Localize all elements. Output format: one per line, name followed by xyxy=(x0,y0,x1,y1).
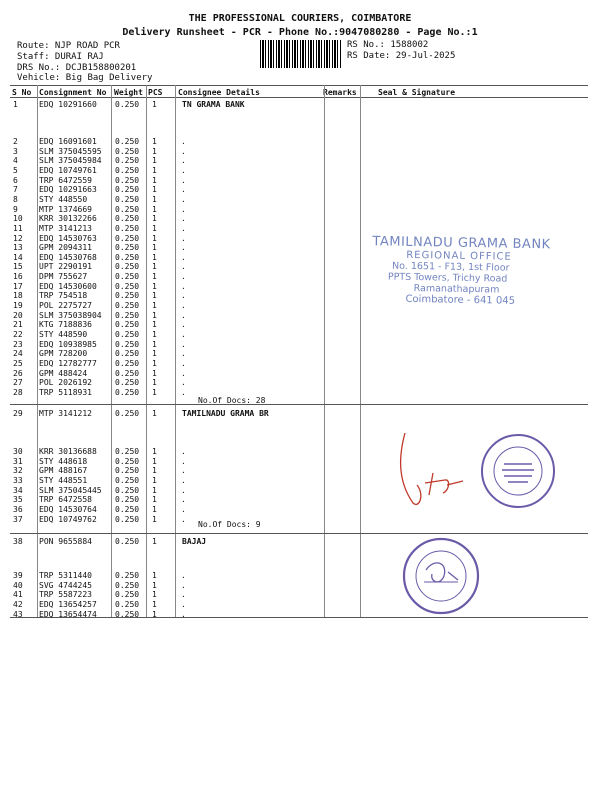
row-pcs: 1 xyxy=(152,409,157,418)
row-weight: 0.250 xyxy=(115,185,140,195)
row-sno: 24 xyxy=(13,349,23,359)
row-sno: 31 xyxy=(13,456,23,466)
row-pcs: 1 xyxy=(152,156,157,166)
row-bullet: . xyxy=(181,495,186,505)
row-sno: 36 xyxy=(13,504,23,514)
row-bullet: . xyxy=(181,301,186,311)
row-sno: 18 xyxy=(13,291,23,301)
row-bullet: . xyxy=(181,368,186,378)
rs-number: RS No.: 1588002 xyxy=(347,40,429,50)
row-sno: 22 xyxy=(13,330,23,339)
row-pcs: 1 xyxy=(152,214,157,224)
row-bullet: . xyxy=(181,185,186,195)
row-bullet: . xyxy=(181,281,186,291)
row-sno: 42 xyxy=(13,599,23,609)
row-pcs: 1 xyxy=(152,100,157,109)
row-sno: 26 xyxy=(13,368,23,378)
row-sno: 38 xyxy=(13,537,23,546)
row-weight: 0.250 xyxy=(115,447,140,456)
row-bullet: . xyxy=(181,590,186,600)
row-weight: 0.250 xyxy=(115,571,140,580)
row-weight: 0.250 xyxy=(115,281,140,291)
row-weight: 0.250 xyxy=(115,409,140,418)
row-pcs: 1 xyxy=(152,301,157,311)
row-weight: 0.250 xyxy=(115,100,140,109)
row-consignment-no: SLM 375045595 xyxy=(39,146,102,156)
row-weight: 0.250 xyxy=(115,146,140,156)
row-pcs: 1 xyxy=(152,339,157,349)
stamp-line: Coimbatore - 641 045 xyxy=(405,293,516,307)
row-pcs: 1 xyxy=(152,447,157,456)
row-consignment-no: KRR 30136688 xyxy=(39,447,97,456)
stamp-line: Ramanathapuram xyxy=(413,282,500,296)
row-pcs: 1 xyxy=(152,310,157,320)
row-weight: 0.250 xyxy=(115,310,140,320)
row-consignment-no: GPM 2094311 xyxy=(39,243,92,253)
round-seal-2 xyxy=(400,536,482,616)
runsheet-subtitle: Delivery Runsheet - PCR - Phone No.:9047080280 - Page No.:1 xyxy=(122,27,478,38)
row-bullet: . xyxy=(181,456,186,466)
row-consignment-no: EDQ 14530763 xyxy=(39,233,97,243)
signature-1 xyxy=(385,425,480,515)
row-weight: 0.250 xyxy=(115,301,140,311)
row-sno: 43 xyxy=(13,609,23,619)
row-weight: 0.250 xyxy=(115,223,140,233)
row-weight: 0.250 xyxy=(115,599,140,609)
row-weight: 0.250 xyxy=(115,537,140,546)
row-weight: 0.250 xyxy=(115,262,140,272)
row-weight: 0.250 xyxy=(115,387,140,397)
row-sno: 11 xyxy=(13,223,23,233)
row-consignment-no: TRP 6472558 xyxy=(39,495,92,505)
row-pcs: 1 xyxy=(152,580,157,590)
row-pcs: 1 xyxy=(152,320,157,330)
row-weight: 0.250 xyxy=(115,233,140,243)
doc-count: No.Of Docs: 28 xyxy=(198,396,266,405)
row-pcs: 1 xyxy=(152,252,157,262)
row-weight: 0.250 xyxy=(115,495,140,505)
vehicle-label: Vehicle: Big Bag Delivery xyxy=(17,73,153,83)
row-pcs: 1 xyxy=(152,485,157,495)
row-bullet: . xyxy=(181,504,186,514)
row-sno: 32 xyxy=(13,466,23,476)
row-pcs: 1 xyxy=(152,537,157,546)
row-consignee: TN GRAMA BANK xyxy=(182,100,245,109)
row-weight: 0.250 xyxy=(115,291,140,301)
row-sno: 40 xyxy=(13,580,23,590)
row-sno: 5 xyxy=(13,165,18,175)
row-bullet: . xyxy=(181,447,186,456)
row-weight: 0.250 xyxy=(115,214,140,224)
company-title: THE PROFESSIONAL COURIERS, COIMBATORE xyxy=(188,13,412,24)
row-pcs: 1 xyxy=(152,349,157,359)
row-consignment-no: KRR 30132266 xyxy=(39,214,97,224)
row-consignment-no: EDQ 13654474 xyxy=(39,609,97,619)
drs-number: DRS No.: DCJB158800201 xyxy=(17,63,137,73)
row-consignment-no: EDQ 12782777 xyxy=(39,358,97,368)
row-sno: 7 xyxy=(13,185,18,195)
row-bullet: . xyxy=(181,320,186,330)
row-bullet: . xyxy=(181,243,186,253)
row-bullet: . xyxy=(181,194,186,204)
row-consignment-no: MTP 3141212 xyxy=(39,409,92,418)
row-weight: 0.250 xyxy=(115,580,140,590)
row-weight: 0.250 xyxy=(115,456,140,466)
row-weight: 0.250 xyxy=(115,272,140,282)
row-consignment-no: POL 2026192 xyxy=(39,378,92,388)
row-bullet: . xyxy=(181,137,186,146)
row-sno: 25 xyxy=(13,358,23,368)
row-sno: 4 xyxy=(13,156,18,166)
row-sno: 10 xyxy=(13,214,23,224)
row-consignment-no: STY 448618 xyxy=(39,456,88,466)
row-pcs: 1 xyxy=(152,194,157,204)
row-weight: 0.250 xyxy=(115,358,140,368)
row-weight: 0.250 xyxy=(115,485,140,495)
row-consignee: BAJAJ xyxy=(182,537,207,546)
row-weight: 0.250 xyxy=(115,175,140,185)
row-weight: 0.250 xyxy=(115,349,140,359)
row-consignment-no: EDQ 10749762 xyxy=(39,514,97,524)
bank-stamp xyxy=(371,234,572,307)
row-weight: 0.250 xyxy=(115,609,140,619)
row-consignment-no: EDQ 14530768 xyxy=(39,252,97,262)
row-pcs: 1 xyxy=(152,456,157,466)
row-pcs: 1 xyxy=(152,590,157,600)
row-sno: 17 xyxy=(13,281,23,291)
stamp-line: REGIONAL OFFICE xyxy=(406,249,512,263)
row-bullet: . xyxy=(181,165,186,175)
row-pcs: 1 xyxy=(152,291,157,301)
row-bullet: . xyxy=(181,580,186,590)
round-seal-1 xyxy=(478,432,558,510)
col-sno: S No xyxy=(12,88,32,97)
row-sno: 41 xyxy=(13,590,23,600)
row-consignment-no: PON 9655884 xyxy=(39,537,92,546)
row-consignment-no: EDQ 10938985 xyxy=(39,339,97,349)
row-consignment-no: EDQ 16091601 xyxy=(39,137,97,146)
row-sno: 28 xyxy=(13,387,23,397)
row-pcs: 1 xyxy=(152,571,157,580)
row-pcs: 1 xyxy=(152,233,157,243)
row-sno: 1 xyxy=(13,100,18,109)
row-consignment-no: EDQ 14530764 xyxy=(39,504,97,514)
row-pcs: 1 xyxy=(152,368,157,378)
col-consignee: Consignee Details xyxy=(178,88,260,97)
row-weight: 0.250 xyxy=(115,475,140,485)
row-bullet: . xyxy=(181,204,186,214)
row-pcs: 1 xyxy=(152,137,157,146)
row-pcs: 1 xyxy=(152,330,157,339)
row-pcs: 1 xyxy=(152,243,157,253)
row-pcs: 1 xyxy=(152,165,157,175)
row-consignment-no: EDQ 10291660 xyxy=(39,100,97,109)
row-pcs: 1 xyxy=(152,495,157,505)
row-bullet: . xyxy=(181,146,186,156)
row-weight: 0.250 xyxy=(115,466,140,476)
row-pcs: 1 xyxy=(152,378,157,388)
col-consignment: Consignment No xyxy=(39,88,107,97)
row-bullet: . xyxy=(181,571,186,580)
row-pcs: 1 xyxy=(152,175,157,185)
row-bullet: . xyxy=(181,599,186,609)
row-consignment-no: TRP 754518 xyxy=(39,291,88,301)
row-bullet: . xyxy=(181,214,186,224)
row-sno: 33 xyxy=(13,475,23,485)
row-consignment-no: GPM 488424 xyxy=(39,368,88,378)
row-consignment-no: SVG 4744245 xyxy=(39,580,92,590)
row-pcs: 1 xyxy=(152,466,157,476)
row-sno: 14 xyxy=(13,252,23,262)
row-sno: 35 xyxy=(13,495,23,505)
row-weight: 0.250 xyxy=(115,204,140,214)
row-consignment-no: STY 448590 xyxy=(39,330,88,339)
row-consignment-no: GPM 488167 xyxy=(39,466,88,476)
row-sno: 3 xyxy=(13,146,18,156)
row-consignment-no: UPT 2290191 xyxy=(39,262,92,272)
row-sno: 16 xyxy=(13,272,23,282)
row-pcs: 1 xyxy=(152,185,157,195)
col-weight: Weight xyxy=(114,88,143,97)
row-weight: 0.250 xyxy=(115,156,140,166)
stamp-line: PPTS Towers, Trichy Road xyxy=(387,271,508,285)
route-label: Route: NJP ROAD PCR xyxy=(17,41,120,51)
stamp-line: TAMILNADU GRAMA BANK xyxy=(372,234,551,253)
row-weight: 0.250 xyxy=(115,368,140,378)
row-pcs: 1 xyxy=(152,358,157,368)
doc-count: No.Of Docs: 9 xyxy=(198,520,261,529)
row-consignment-no: DPM 755627 xyxy=(39,272,88,282)
row-bullet: . xyxy=(181,223,186,233)
row-consignment-no: EDQ 14530600 xyxy=(39,281,97,291)
row-consignment-no: POL 2275727 xyxy=(39,301,92,311)
row-sno: 8 xyxy=(13,194,18,204)
row-weight: 0.250 xyxy=(115,339,140,349)
row-sno: 19 xyxy=(13,301,23,311)
row-bullet: . xyxy=(181,330,186,339)
row-consignment-no: EDQ 10749761 xyxy=(39,165,97,175)
row-sno: 12 xyxy=(13,233,23,243)
row-weight: 0.250 xyxy=(115,514,140,524)
row-bullet: . xyxy=(181,262,186,272)
row-weight: 0.250 xyxy=(115,243,140,253)
row-bullet: . xyxy=(181,485,186,495)
row-pcs: 1 xyxy=(152,609,157,619)
row-bullet: . xyxy=(181,358,186,368)
row-pcs: 1 xyxy=(152,146,157,156)
row-sno: 30 xyxy=(13,447,23,456)
row-consignment-no: SLM 375045984 xyxy=(39,156,102,166)
row-bullet: . xyxy=(181,156,186,166)
row-bullet: . xyxy=(181,466,186,476)
row-bullet: . xyxy=(181,514,186,524)
row-pcs: 1 xyxy=(152,223,157,233)
row-pcs: 1 xyxy=(152,387,157,397)
row-consignment-no: MTP 3141213 xyxy=(39,223,92,233)
staff-label: Staff: DURAI RAJ xyxy=(17,52,104,62)
row-consignment-no: TRP 6472559 xyxy=(39,175,92,185)
barcode xyxy=(260,40,342,68)
row-bullet: . xyxy=(181,272,186,282)
row-pcs: 1 xyxy=(152,475,157,485)
row-bullet: . xyxy=(181,349,186,359)
row-consignee: TAMILNADU GRAMA BR xyxy=(182,409,269,418)
row-sno: 20 xyxy=(13,310,23,320)
row-weight: 0.250 xyxy=(115,590,140,600)
row-sno: 9 xyxy=(13,204,18,214)
row-consignment-no: TRP 5118931 xyxy=(39,387,92,397)
row-bullet: . xyxy=(181,339,186,349)
row-sno: 37 xyxy=(13,514,23,524)
row-pcs: 1 xyxy=(152,504,157,514)
row-bullet: . xyxy=(181,609,186,619)
row-sno: 6 xyxy=(13,175,18,185)
row-sno: 2 xyxy=(13,137,18,146)
row-pcs: 1 xyxy=(152,262,157,272)
row-weight: 0.250 xyxy=(115,252,140,262)
row-consignment-no: STY 448550 xyxy=(39,194,88,204)
row-consignment-no: SLM 375038904 xyxy=(39,310,102,320)
row-consignment-no: STY 448551 xyxy=(39,475,88,485)
row-consignment-no: MTP 1374669 xyxy=(39,204,92,214)
row-sno: 15 xyxy=(13,262,23,272)
row-weight: 0.250 xyxy=(115,194,140,204)
row-sno: 23 xyxy=(13,339,23,349)
row-weight: 0.250 xyxy=(115,504,140,514)
row-pcs: 1 xyxy=(152,599,157,609)
row-consignment-no: KTG 7188836 xyxy=(39,320,92,330)
row-bullet: . xyxy=(181,475,186,485)
row-consignment-no: SLM 375045445 xyxy=(39,485,102,495)
row-pcs: 1 xyxy=(152,514,157,524)
row-sno: 13 xyxy=(13,243,23,253)
row-consignment-no: TRP 5311440 xyxy=(39,571,92,580)
row-bullet: . xyxy=(181,387,186,397)
row-bullet: . xyxy=(181,378,186,388)
stamp-line: No. 1651 - F13, 1st Floor xyxy=(391,260,510,274)
row-weight: 0.250 xyxy=(115,320,140,330)
row-consignment-no: TRP 5587223 xyxy=(39,590,92,600)
row-sno: 34 xyxy=(13,485,23,495)
col-remarks: Remarks xyxy=(323,88,357,97)
row-sno: 29 xyxy=(13,409,23,418)
row-pcs: 1 xyxy=(152,204,157,214)
row-consignment-no: EDQ 13654257 xyxy=(39,599,97,609)
row-weight: 0.250 xyxy=(115,378,140,388)
row-bullet: . xyxy=(181,252,186,262)
row-weight: 0.250 xyxy=(115,330,140,339)
row-bullet: . xyxy=(181,310,186,320)
row-bullet: . xyxy=(181,233,186,243)
row-sno: 39 xyxy=(13,571,23,580)
row-weight: 0.250 xyxy=(115,137,140,146)
row-sno: 27 xyxy=(13,378,23,388)
row-bullet: . xyxy=(181,175,186,185)
row-bullet: . xyxy=(181,291,186,301)
row-weight: 0.250 xyxy=(115,165,140,175)
col-pcs: PCS xyxy=(148,88,163,97)
row-consignment-no: EDQ 10291663 xyxy=(39,185,97,195)
row-pcs: 1 xyxy=(152,272,157,282)
row-consignment-no: GPM 728200 xyxy=(39,349,88,359)
row-pcs: 1 xyxy=(152,281,157,291)
rs-date: RS Date: 29-Jul-2025 xyxy=(347,51,456,61)
col-seal: Seal & Signature xyxy=(378,88,456,97)
row-sno: 21 xyxy=(13,320,23,330)
